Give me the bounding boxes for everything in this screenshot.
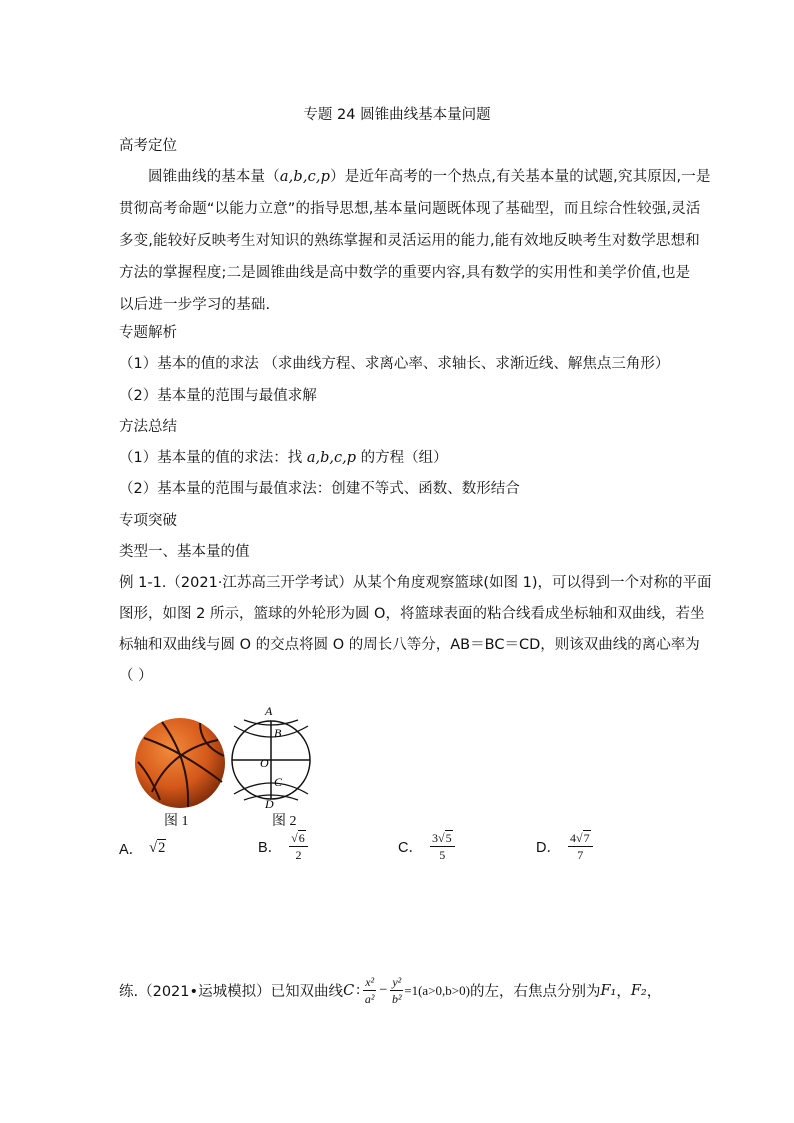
figure-caption-2: 图 2 — [272, 814, 297, 829]
label-point-a: A — [265, 704, 273, 718]
label-point-o: O — [260, 756, 269, 770]
option-b[interactable]: B． $\frac{√6}{2}$ — [258, 832, 309, 861]
intro-line-4: 方法的掌握程度;二是圆锥曲线是高中数学的重要内容,具有数学的实用性和美学价值,也是 — [119, 265, 691, 281]
example-line-3: 标轴和双曲线与圆 O 的交点将圆 O 的周长八等分，AB＝BC＝CD，则该双曲线的离心率为 — [119, 637, 700, 653]
intro-line-1: 圆锥曲线的基本量（a,b,c,p）是近年高考的一个热点,有关基本量的试题,究其原因,一是 — [148, 169, 711, 185]
intro-line-5: 以后进一步学习的基础. — [119, 297, 271, 313]
label-point-c: C — [274, 775, 283, 789]
page-title: 专题 24 圆锥曲线基本量问题 — [303, 107, 491, 123]
example-line-2: 图形，如图 2 所示，篮球的外轮形为圆 O，将篮球表面的粘合线看成坐标轴和双曲线，若坐 — [119, 606, 705, 622]
method-item-2: （2）基本量的范围与最值求法：创建不等式、函数、数形结合 — [119, 481, 520, 497]
basketball-icon — [135, 718, 225, 808]
figure-basketball — [130, 700, 330, 812]
example-line-1: 例 1-1.（2021·江苏高三开学考试）从某个角度观察篮球(如图 1)，可以得到一个对称的平面 — [119, 575, 712, 591]
intro-vars: a,b,c,p — [279, 169, 331, 185]
heading-analysis: 专题解析 — [119, 325, 177, 341]
intro-line-3: 多变,能较好反映考生对知识的熟练掌握和灵活运用的能力,能有效地反映考生对数学思想和 — [119, 233, 700, 249]
intro-paragraph — [119, 161, 711, 321]
method-item-1: （1）基本量的值的求法：找 a,b,c,p 的方程（组） — [119, 450, 448, 466]
intro-line-2: 贯彻高考命题“以能力立意”的指导思想,基本量问题既体现了基础型，而且综合性较强,灵活 — [119, 201, 701, 217]
option-c[interactable]: C． $\frac{3√5}{5}$ — [398, 832, 456, 861]
label-point-b: B — [274, 726, 282, 740]
hyperbola-diagram — [232, 720, 310, 800]
label-point-d: D — [265, 797, 274, 811]
heading-type1: 类型一、基本量的值 — [119, 544, 250, 560]
analysis-item-1: （1）基本的值的求法 （求曲线方程、求离心率、求轴长、求渐近线、解焦点三角形） — [119, 356, 670, 372]
option-a[interactable]: A． √2 — [119, 840, 166, 858]
analysis-item-2: （2）基本量的范围与最值求解 — [119, 388, 317, 404]
heading-method: 方法总结 — [119, 419, 177, 435]
figure-caption-1: 图 1 — [164, 814, 189, 829]
option-d[interactable]: D． $\frac{4√7}{7}$ — [536, 832, 594, 861]
heading-gaokao: 高考定位 — [119, 138, 177, 154]
practice-line: 练.（2021•运城模拟）已知双曲线 C : $\frac{\text{x²}}{\text{a²}}$ − $\frac{\text{y²}}{\text{b²}}$ =1(a>0,b>0) 的左，右焦点分别为 F₁ ， F₂ ， — [119, 975, 662, 1006]
example-blank: （ ） — [119, 668, 153, 684]
heading-breakthrough: 专项突破 — [119, 513, 177, 529]
